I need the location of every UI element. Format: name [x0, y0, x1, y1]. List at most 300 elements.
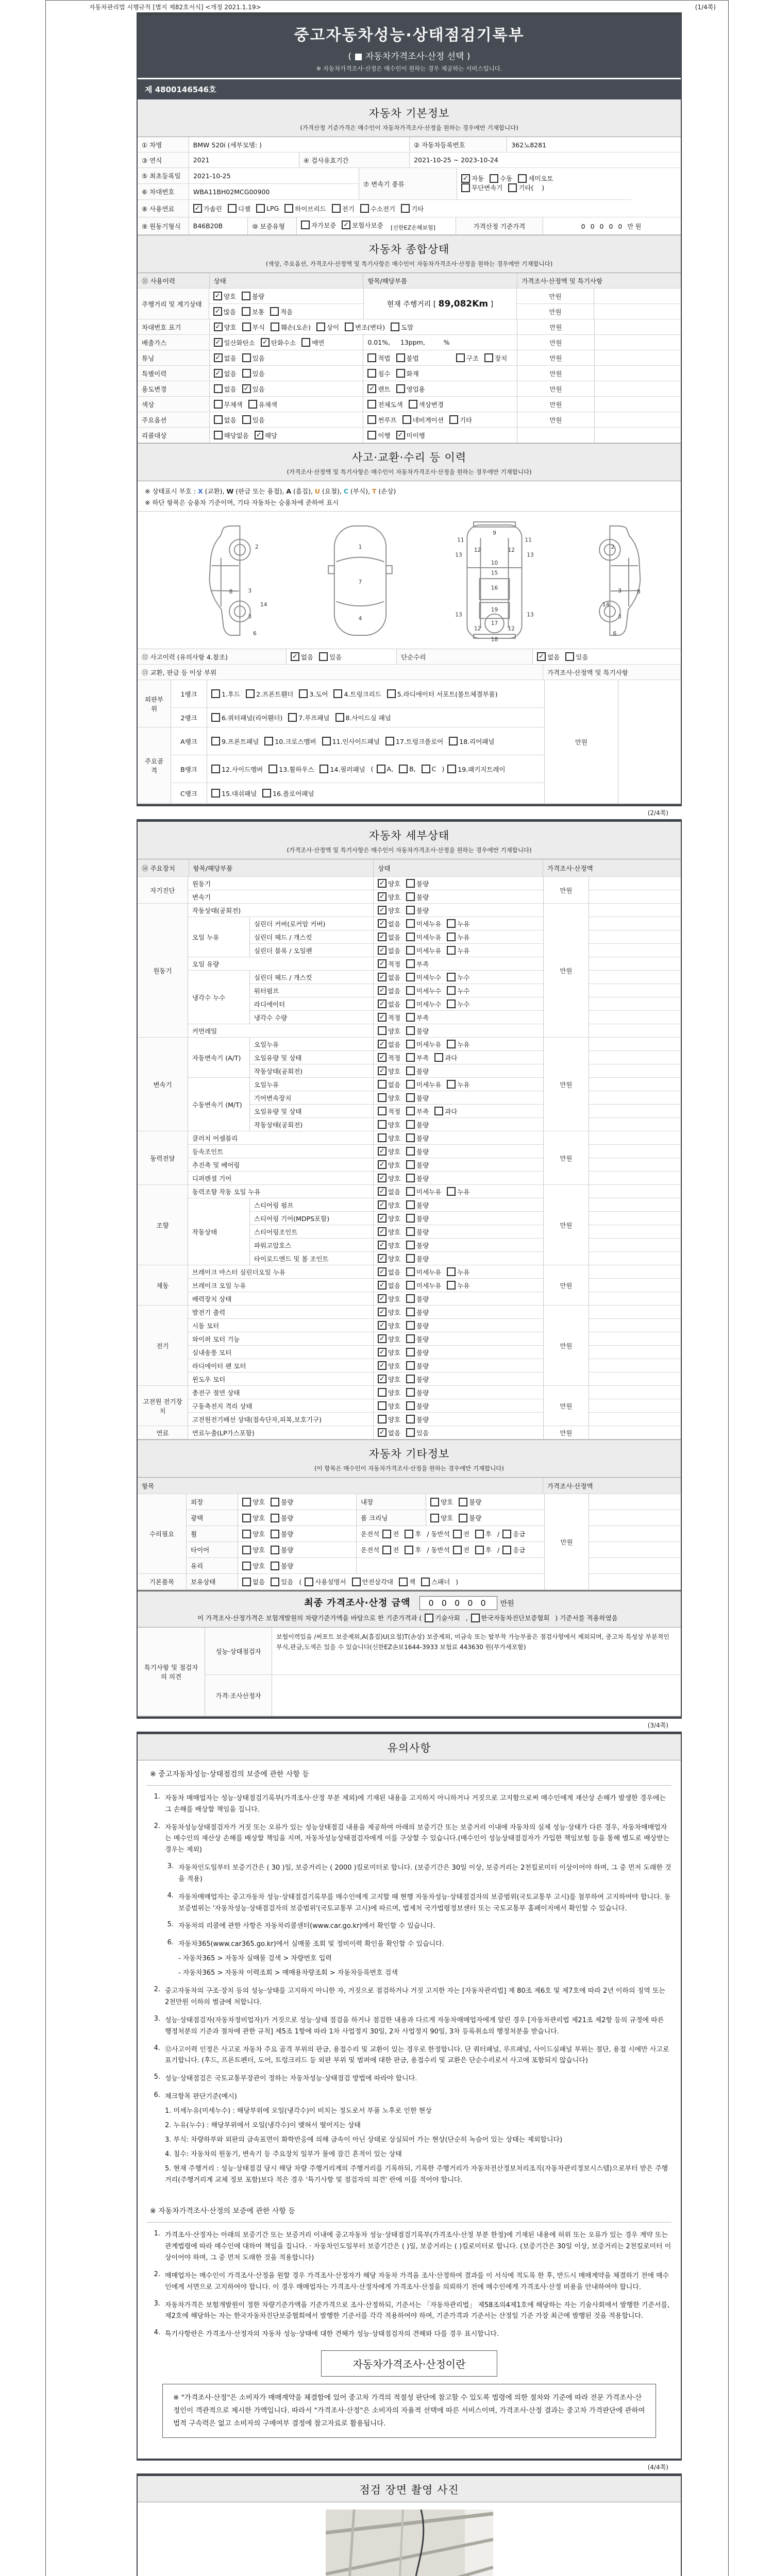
- checkbox-양호[interactable]: [378, 1200, 400, 1210]
- checkbox-양호[interactable]: [378, 1227, 400, 1236]
- checkbox-불량[interactable]: [406, 1388, 429, 1397]
- checkbox-부족[interactable]: [406, 959, 429, 969]
- unchecked-box-icon[interactable]: [406, 1334, 415, 1343]
- unchecked-box-icon[interactable]: [322, 737, 331, 745]
- checkbox-양호[interactable]: [378, 1321, 400, 1330]
- checkbox-누유[interactable]: [447, 1080, 469, 1089]
- unchecked-box-icon[interactable]: [449, 415, 458, 424]
- checkbox-부족[interactable]: [406, 1013, 429, 1022]
- checkbox-없음[interactable]: [214, 384, 237, 394]
- unchecked-box-icon[interactable]: [214, 415, 223, 424]
- checkbox-부족[interactable]: [406, 1053, 429, 1062]
- unchecked-box-icon[interactable]: [242, 1578, 251, 1586]
- checked-box-icon[interactable]: ✓: [378, 1321, 386, 1330]
- checkbox-없음[interactable]: [214, 369, 237, 378]
- checked-box-icon[interactable]: ✓: [214, 353, 223, 362]
- unchecked-box-icon[interactable]: [447, 986, 456, 995]
- unchecked-box-icon[interactable]: [396, 384, 405, 393]
- checkbox-있음[interactable]: [319, 652, 342, 662]
- unchecked-box-icon[interactable]: [406, 1040, 415, 1048]
- unchecked-box-icon[interactable]: [456, 353, 465, 362]
- checkbox-양호[interactable]: [242, 1529, 265, 1538]
- checkbox-불량[interactable]: [406, 1294, 429, 1303]
- checkbox-미세누유[interactable]: [406, 933, 441, 942]
- unchecked-box-icon[interactable]: [242, 323, 251, 331]
- checkbox-양호[interactable]: [378, 1348, 400, 1357]
- unchecked-box-icon[interactable]: [406, 1254, 415, 1263]
- checkbox-7.루프패널[interactable]: [288, 713, 329, 722]
- checkbox-5.라디에이터 서포트(볼트체결부품)[interactable]: [387, 689, 498, 699]
- checkbox-4.트렁크리드[interactable]: [333, 689, 381, 699]
- unchecked-box-icon[interactable]: [406, 1214, 415, 1223]
- checked-box-icon[interactable]: ✓: [378, 1348, 386, 1357]
- unchecked-box-icon[interactable]: [406, 1013, 415, 1022]
- checked-box-icon[interactable]: ✓: [378, 946, 386, 955]
- checkbox-양호[interactable]: [378, 1375, 400, 1384]
- unchecked-box-icon[interactable]: [335, 713, 344, 722]
- unchecked-box-icon[interactable]: [406, 1415, 415, 1423]
- checkbox-있음[interactable]: [406, 1428, 429, 1437]
- unchecked-box-icon[interactable]: [367, 415, 376, 424]
- checkbox-없음[interactable]: [378, 1187, 400, 1196]
- checkbox-색상변경[interactable]: [409, 400, 444, 409]
- unchecked-box-icon[interactable]: [459, 1514, 467, 1522]
- checkbox-B,[interactable]: [399, 765, 416, 773]
- unchecked-box-icon[interactable]: [406, 1053, 415, 1062]
- unchecked-box-icon[interactable]: [430, 1514, 439, 1522]
- checked-box-icon[interactable]: ✓: [378, 1160, 386, 1169]
- unchecked-box-icon[interactable]: [242, 353, 251, 362]
- checkbox-적정[interactable]: [378, 1053, 400, 1062]
- unchecked-box-icon[interactable]: [211, 789, 220, 798]
- unchecked-box-icon[interactable]: [378, 1120, 386, 1129]
- checked-box-icon[interactable]: ✓: [378, 1013, 386, 1022]
- checkbox-있음[interactable]: [242, 369, 265, 378]
- checkbox-사용설명서[interactable]: [305, 1577, 346, 1586]
- unchecked-box-icon[interactable]: [406, 999, 415, 1008]
- checkbox-양호[interactable]: [378, 1133, 400, 1143]
- unchecked-box-icon[interactable]: [422, 765, 430, 773]
- checkbox-하이브리드[interactable]: [284, 204, 326, 213]
- checkbox-없음[interactable]: [378, 919, 400, 928]
- checkbox-LPG[interactable]: [256, 204, 279, 213]
- checkbox-없음[interactable]: [214, 415, 237, 425]
- checkbox-미세누유[interactable]: [406, 1187, 441, 1196]
- unchecked-box-icon[interactable]: [288, 713, 297, 722]
- checkbox-전[interactable]: [453, 1545, 469, 1554]
- checkbox-수동[interactable]: [490, 174, 512, 183]
- unchecked-box-icon[interactable]: [378, 1093, 386, 1102]
- checkbox-양호[interactable]: [378, 1241, 400, 1250]
- unchecked-box-icon[interactable]: [406, 986, 415, 995]
- unchecked-box-icon[interactable]: [406, 906, 415, 914]
- checkbox-양호[interactable]: [378, 1388, 400, 1397]
- checkbox-미세누수[interactable]: [406, 986, 441, 995]
- checked-box-icon[interactable]: ✓: [378, 973, 386, 981]
- checkbox-적정[interactable]: [378, 1013, 400, 1022]
- checkbox-누수[interactable]: [447, 999, 469, 1009]
- checked-box-icon[interactable]: ✓: [378, 1214, 386, 1223]
- checked-box-icon[interactable]: ✓: [261, 338, 270, 347]
- unchecked-box-icon[interactable]: [211, 765, 220, 773]
- unchecked-box-icon[interactable]: [378, 1107, 386, 1115]
- unchecked-box-icon[interactable]: [367, 400, 376, 409]
- checkbox-없음[interactable]: [378, 1428, 400, 1437]
- unchecked-box-icon[interactable]: [382, 1546, 391, 1554]
- checkbox-불량[interactable]: [406, 1214, 429, 1223]
- checkbox-불량[interactable]: [406, 1147, 429, 1156]
- checkbox-불량[interactable]: [459, 1513, 481, 1522]
- unchecked-box-icon[interactable]: [406, 1281, 415, 1290]
- checkbox-불량[interactable]: [406, 1308, 429, 1317]
- checkbox-변조(변타)[interactable]: [345, 323, 385, 332]
- unchecked-box-icon[interactable]: [406, 1160, 415, 1169]
- unchecked-box-icon[interactable]: [405, 1530, 413, 1538]
- unchecked-box-icon[interactable]: [471, 1614, 480, 1622]
- checkbox-미세누수[interactable]: [406, 973, 441, 982]
- checkbox-불량[interactable]: [406, 1093, 429, 1103]
- checkbox-후[interactable]: [405, 1545, 421, 1554]
- checkbox-기타( )[interactable]: [508, 183, 544, 192]
- unchecked-box-icon[interactable]: [319, 652, 328, 661]
- checked-box-icon[interactable]: ✓: [378, 1294, 386, 1303]
- checked-box-icon[interactable]: ✓: [378, 999, 386, 1008]
- unchecked-box-icon[interactable]: [406, 879, 415, 888]
- checkbox-영업용[interactable]: [396, 384, 425, 394]
- checked-box-icon[interactable]: ✓: [193, 204, 202, 213]
- unchecked-box-icon[interactable]: [434, 1107, 443, 1115]
- checked-box-icon[interactable]: ✓: [213, 307, 222, 316]
- unchecked-box-icon[interactable]: [406, 1066, 415, 1075]
- checkbox-화재[interactable]: [396, 369, 419, 378]
- checkbox-전[interactable]: [453, 1529, 469, 1538]
- checkbox-불량[interactable]: [406, 1321, 429, 1330]
- checkbox-9.프론트패널[interactable]: [211, 737, 259, 746]
- unchecked-box-icon[interactable]: [459, 1498, 467, 1506]
- unchecked-box-icon[interactable]: [406, 1361, 415, 1370]
- checkbox-14.필러패널[interactable]: [320, 765, 365, 774]
- checkbox-불량[interactable]: [406, 1375, 429, 1384]
- checkbox-없음[interactable]: [291, 652, 313, 662]
- checkbox-8.사이드실 패널[interactable]: [335, 713, 391, 722]
- unchecked-box-icon[interactable]: [406, 892, 415, 901]
- unchecked-box-icon[interactable]: [242, 1562, 251, 1570]
- checkbox-양호[interactable]: [214, 323, 237, 332]
- checkbox-탄화수소[interactable]: [261, 338, 296, 347]
- checkbox-과다[interactable]: [434, 1053, 457, 1062]
- checkbox-15.대쉬패널[interactable]: [211, 789, 257, 798]
- checked-box-icon[interactable]: ✓: [378, 1308, 386, 1316]
- unchecked-box-icon[interactable]: [333, 689, 342, 698]
- unchecked-box-icon[interactable]: [305, 1578, 313, 1586]
- checkbox-불량[interactable]: [271, 1513, 293, 1522]
- unchecked-box-icon[interactable]: [387, 689, 396, 698]
- checkbox-양호[interactable]: [378, 1147, 400, 1156]
- checkbox-양호[interactable]: [242, 1561, 265, 1570]
- checkbox-불량[interactable]: [406, 1254, 429, 1263]
- checkbox-한국자동차진단보증협회[interactable]: [471, 1613, 550, 1622]
- checkbox-가솔린[interactable]: [193, 204, 222, 213]
- checkbox-양호[interactable]: [378, 1415, 400, 1424]
- checkbox-불량[interactable]: [406, 1227, 429, 1236]
- checkbox-썬루프[interactable]: [367, 415, 396, 425]
- checkbox-보험사보증[interactable]: [342, 221, 383, 230]
- checkbox-있음[interactable]: [242, 384, 265, 394]
- checkbox-불량[interactable]: [406, 1241, 429, 1250]
- checkbox-불량[interactable]: [406, 1160, 429, 1170]
- checkbox-불량[interactable]: [406, 1361, 429, 1370]
- unchecked-box-icon[interactable]: [406, 1147, 415, 1156]
- unchecked-box-icon[interactable]: [406, 946, 415, 955]
- checkbox-기타[interactable]: [401, 204, 424, 213]
- unchecked-box-icon[interactable]: [449, 737, 458, 745]
- checked-box-icon[interactable]: ✓: [378, 1227, 386, 1236]
- checkbox-누유[interactable]: [447, 1281, 469, 1290]
- unchecked-box-icon[interactable]: [425, 1614, 433, 1622]
- unchecked-box-icon[interactable]: [399, 765, 408, 773]
- unchecked-box-icon[interactable]: [518, 174, 527, 183]
- unchecked-box-icon[interactable]: [382, 1530, 391, 1538]
- unchecked-box-icon[interactable]: [301, 338, 310, 347]
- checkbox-무단변속기[interactable]: [461, 183, 502, 192]
- unchecked-box-icon[interactable]: [270, 307, 279, 316]
- checked-box-icon[interactable]: ✓: [378, 879, 386, 888]
- checkbox-미세누유[interactable]: [406, 1080, 441, 1089]
- checked-box-icon[interactable]: ✓: [213, 292, 222, 300]
- checkbox-장치[interactable]: [484, 353, 507, 363]
- checkbox-누유[interactable]: [447, 946, 469, 955]
- checked-box-icon[interactable]: ✓: [378, 986, 386, 995]
- checked-box-icon[interactable]: ✓: [378, 933, 386, 941]
- unchecked-box-icon[interactable]: [378, 1401, 386, 1410]
- checkbox-양호[interactable]: [242, 1513, 265, 1522]
- unchecked-box-icon[interactable]: [352, 1578, 361, 1586]
- checkbox-자가보증[interactable]: [301, 221, 336, 230]
- checkbox-3.도어[interactable]: [299, 689, 328, 699]
- checkbox-응급[interactable]: [502, 1545, 525, 1554]
- checked-box-icon[interactable]: ✓: [378, 1187, 386, 1196]
- checkbox-양호[interactable]: [242, 1545, 265, 1554]
- unchecked-box-icon[interactable]: [406, 933, 415, 941]
- unchecked-box-icon[interactable]: [490, 174, 498, 183]
- unchecked-box-icon[interactable]: [378, 1388, 386, 1397]
- checkbox-누유[interactable]: [447, 1267, 469, 1277]
- checked-box-icon[interactable]: ✓: [537, 652, 546, 661]
- unchecked-box-icon[interactable]: [242, 1514, 251, 1522]
- unchecked-box-icon[interactable]: [385, 737, 394, 745]
- unchecked-box-icon[interactable]: [406, 1227, 415, 1236]
- unchecked-box-icon[interactable]: [475, 1530, 484, 1538]
- checked-box-icon[interactable]: ✓: [378, 919, 386, 928]
- checkbox-양호[interactable]: [378, 906, 400, 915]
- checked-box-icon[interactable]: ✓: [378, 1200, 386, 1209]
- unchecked-box-icon[interactable]: [299, 689, 308, 698]
- unchecked-box-icon[interactable]: [377, 765, 385, 773]
- checkbox-19.패키지트레이[interactable]: [447, 765, 505, 774]
- checked-box-icon[interactable]: ✓: [378, 1241, 386, 1249]
- unchecked-box-icon[interactable]: [406, 973, 415, 981]
- checkbox-1.후드[interactable]: [211, 689, 240, 699]
- checkbox-유채색[interactable]: [248, 400, 277, 409]
- checkbox-13.휠하우스[interactable]: [268, 765, 314, 774]
- checkbox-불량[interactable]: [406, 1133, 429, 1143]
- checkbox-부족[interactable]: [406, 1107, 429, 1116]
- checked-box-icon[interactable]: ✓: [378, 1361, 386, 1370]
- unchecked-box-icon[interactable]: [242, 307, 250, 316]
- unchecked-box-icon[interactable]: [430, 1498, 439, 1506]
- unchecked-box-icon[interactable]: [378, 1415, 386, 1423]
- unchecked-box-icon[interactable]: [271, 1578, 279, 1586]
- unchecked-box-icon[interactable]: [406, 1375, 415, 1383]
- checkbox-10.크로스멤버[interactable]: [264, 737, 316, 746]
- checked-box-icon[interactable]: ✓: [255, 431, 263, 439]
- checked-box-icon[interactable]: ✓: [342, 221, 350, 229]
- checkbox-없음[interactable]: [378, 1080, 400, 1089]
- checkbox-없음[interactable]: [214, 353, 237, 363]
- unchecked-box-icon[interactable]: [271, 323, 279, 331]
- unchecked-box-icon[interactable]: [406, 1187, 415, 1196]
- checkbox-상이[interactable]: [316, 323, 339, 332]
- unchecked-box-icon[interactable]: [508, 183, 517, 192]
- checkbox-미세누수[interactable]: [406, 999, 441, 1009]
- checked-box-icon[interactable]: ✓: [378, 892, 386, 901]
- checkbox-양호[interactable]: [378, 879, 400, 888]
- unchecked-box-icon[interactable]: [211, 713, 220, 722]
- checked-box-icon[interactable]: ✓: [378, 1281, 386, 1290]
- checkbox-불량[interactable]: [271, 1545, 293, 1554]
- checkbox-불량[interactable]: [406, 1066, 429, 1076]
- checkbox-양호[interactable]: [378, 1401, 400, 1411]
- checkbox-불량[interactable]: [459, 1497, 481, 1506]
- checkbox-미세누유[interactable]: [406, 1267, 441, 1277]
- checkbox-있음[interactable]: [271, 1577, 293, 1586]
- checkbox-누수[interactable]: [447, 973, 469, 982]
- unchecked-box-icon[interactable]: [447, 933, 456, 941]
- checkbox-16.플로어패널[interactable]: [262, 789, 314, 798]
- unchecked-box-icon[interactable]: [262, 789, 271, 798]
- checkbox-수소전기[interactable]: [360, 204, 395, 213]
- unchecked-box-icon[interactable]: [402, 415, 411, 424]
- unchecked-box-icon[interactable]: [242, 292, 250, 300]
- unchecked-box-icon[interactable]: [475, 1546, 484, 1554]
- checkbox-훼손(오손)[interactable]: [271, 323, 311, 332]
- checkbox-침수[interactable]: [367, 369, 390, 378]
- unchecked-box-icon[interactable]: [434, 1053, 443, 1062]
- checkbox-전[interactable]: [382, 1529, 399, 1538]
- unchecked-box-icon[interactable]: [421, 1578, 430, 1586]
- unchecked-box-icon[interactable]: [301, 221, 310, 229]
- checkbox-후[interactable]: [475, 1529, 492, 1538]
- unchecked-box-icon[interactable]: [264, 737, 273, 745]
- unchecked-box-icon[interactable]: [406, 959, 415, 968]
- unchecked-box-icon[interactable]: [461, 183, 470, 192]
- unchecked-box-icon[interactable]: [406, 1026, 415, 1035]
- unchecked-box-icon[interactable]: [332, 204, 341, 213]
- checkbox-누유[interactable]: [447, 1187, 469, 1196]
- checkbox-양호[interactable]: [378, 1334, 400, 1344]
- unchecked-box-icon[interactable]: [406, 1308, 415, 1316]
- checked-box-icon[interactable]: ✓: [378, 1375, 386, 1383]
- checkbox-적정[interactable]: [378, 1107, 400, 1116]
- checkbox-불법[interactable]: [396, 353, 419, 363]
- checkbox-양호[interactable]: [213, 292, 236, 301]
- checkbox-스패너[interactable]: [421, 1577, 450, 1586]
- checkbox-없음[interactable]: [378, 946, 400, 955]
- unchecked-box-icon[interactable]: [345, 323, 354, 331]
- checkbox-없음[interactable]: [378, 999, 400, 1009]
- checked-box-icon[interactable]: ✓: [214, 338, 223, 347]
- checkbox-불량[interactable]: [406, 892, 429, 902]
- checkbox-없음[interactable]: [378, 973, 400, 982]
- unchecked-box-icon[interactable]: [271, 1498, 279, 1506]
- checkbox-렌트[interactable]: [367, 384, 390, 394]
- checkbox-없음[interactable]: [378, 933, 400, 942]
- checkbox-없음[interactable]: [378, 1267, 400, 1277]
- checkbox-A,[interactable]: [377, 765, 394, 773]
- checkbox-보통[interactable]: [242, 307, 264, 316]
- checkbox-누수[interactable]: [447, 986, 469, 995]
- checkbox-양호[interactable]: [378, 892, 400, 902]
- unchecked-box-icon[interactable]: [406, 1133, 415, 1142]
- checkbox-양호[interactable]: [378, 1254, 400, 1263]
- unchecked-box-icon[interactable]: [484, 353, 493, 362]
- checkbox-불량[interactable]: [271, 1561, 293, 1570]
- checkbox-누유[interactable]: [447, 1040, 469, 1049]
- unchecked-box-icon[interactable]: [378, 1026, 386, 1035]
- checkbox-응급[interactable]: [502, 1529, 525, 1538]
- unchecked-box-icon[interactable]: [367, 353, 376, 362]
- unchecked-box-icon[interactable]: [565, 652, 574, 661]
- checked-box-icon[interactable]: ✓: [378, 959, 386, 968]
- checkbox-양호[interactable]: [378, 1093, 400, 1103]
- unchecked-box-icon[interactable]: [406, 1200, 415, 1209]
- checkbox-18.리어패널[interactable]: [449, 737, 494, 746]
- unchecked-box-icon[interactable]: [228, 204, 237, 213]
- checkbox-불량[interactable]: [406, 1415, 429, 1424]
- unchecked-box-icon[interactable]: [214, 431, 223, 439]
- checkbox-미세누유[interactable]: [406, 1040, 441, 1049]
- checkbox-많음[interactable]: [213, 307, 236, 316]
- checkbox-없음[interactable]: [242, 1577, 265, 1586]
- checkbox-이행[interactable]: [367, 431, 390, 440]
- checkbox-일산화탄소[interactable]: [214, 338, 255, 347]
- unchecked-box-icon[interactable]: [406, 1401, 415, 1410]
- checkbox-적법[interactable]: [367, 353, 390, 363]
- unchecked-box-icon[interactable]: [406, 919, 415, 928]
- checkbox-불량[interactable]: [271, 1497, 293, 1506]
- checkbox-해당없음[interactable]: [214, 431, 249, 440]
- checkbox-양호[interactable]: [430, 1497, 453, 1506]
- unchecked-box-icon[interactable]: [447, 1040, 456, 1048]
- checked-box-icon[interactable]: ✓: [396, 431, 405, 439]
- unchecked-box-icon[interactable]: [406, 1294, 415, 1303]
- checkbox-매연[interactable]: [301, 338, 324, 347]
- checkbox-없음[interactable]: [378, 986, 400, 995]
- checkbox-없음[interactable]: [378, 1040, 400, 1049]
- unchecked-box-icon[interactable]: [453, 1546, 462, 1554]
- checked-box-icon[interactable]: ✓: [378, 906, 386, 914]
- checkbox-불량[interactable]: [406, 1401, 429, 1411]
- unchecked-box-icon[interactable]: [316, 323, 325, 331]
- checkbox-미세누유[interactable]: [406, 1281, 441, 1290]
- unchecked-box-icon[interactable]: [396, 369, 405, 378]
- unchecked-box-icon[interactable]: [406, 1107, 415, 1115]
- checkbox-6.쿼터패널(리어휀더)[interactable]: [211, 713, 282, 722]
- checkbox-있음[interactable]: [242, 415, 265, 425]
- checkbox-후[interactable]: [405, 1529, 421, 1538]
- checkbox-양호[interactable]: [430, 1513, 453, 1522]
- unchecked-box-icon[interactable]: [320, 765, 328, 773]
